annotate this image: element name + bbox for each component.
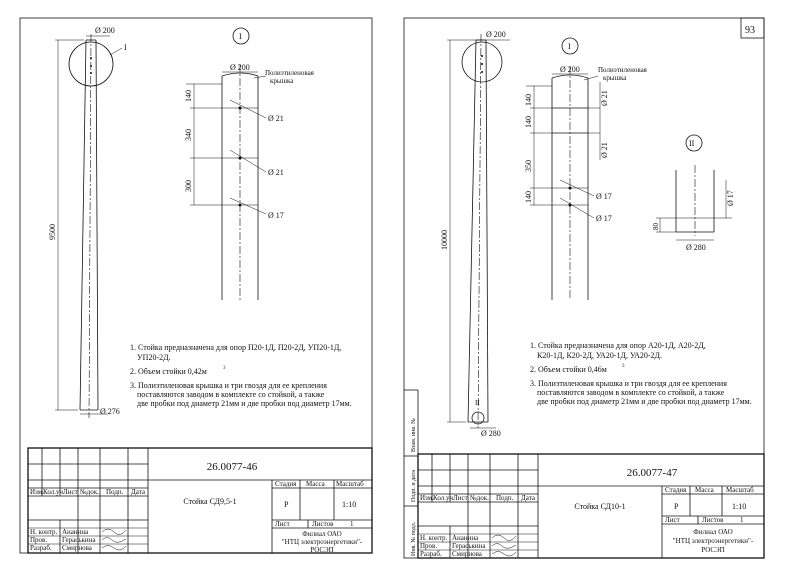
sheets2-label: Листов [702, 516, 724, 524]
detail-2-label: I [568, 42, 571, 51]
hdr2-ndok: №док. [470, 494, 489, 502]
role-3: Разраб. [30, 544, 52, 552]
sheet-1 [20, 18, 372, 554]
signature-2 [102, 538, 126, 543]
org2-1: Филиал ОАО [693, 528, 733, 536]
note-3: 3. Полиэтиленовая крышка и три гвоздя для ее крепления [130, 381, 327, 390]
sheets-value: 1 [350, 520, 354, 528]
hdr-podp: Подп. [106, 488, 124, 496]
hdr-kol: Кол.уч [43, 488, 63, 496]
drawing-title-2: Стойка СД10-1 [574, 502, 626, 511]
stage2-label: Стадия [665, 486, 687, 494]
detail-2-top-diameter: Ø 200 [560, 65, 580, 74]
dim2-140a: 140 [524, 94, 533, 106]
hole-2: Ø 21 [268, 168, 284, 177]
dim2-140c: 140 [524, 191, 533, 203]
stage-value: Р [284, 500, 289, 509]
dim2-350: 350 [524, 160, 533, 172]
sheet2-label: Лист [665, 516, 680, 524]
hdr2-data: Дата [521, 494, 535, 502]
side-label-1: Взам. инв. № [411, 418, 417, 452]
detail-3 [652, 135, 735, 252]
stage-label: Стадия [275, 480, 297, 488]
cap-label-s2-2: крышка [603, 74, 627, 82]
detail-3-hole: Ø 17 [726, 190, 735, 206]
note2-3: 3. Полиэтиленовая крышка и три гвоздя для ее крепления [530, 379, 727, 388]
hdr2-izm: Изм. [420, 494, 434, 502]
org-3: РОСЭП [310, 546, 334, 554]
side-label-3: Инв. № подл. [411, 521, 417, 556]
name2-3: Смирнова [452, 550, 482, 558]
name2-2: Гераськина [452, 542, 486, 550]
scale2-label: Масштаб [726, 486, 754, 494]
dim2-140b: 140 [524, 116, 533, 128]
callout-2-label: II [475, 399, 480, 407]
mass-label: Масса [306, 480, 325, 488]
pole-2-top-diameter: Ø 200 [486, 30, 506, 39]
role2-2: Пров. [420, 542, 438, 550]
hole2-3: Ø 17 [596, 192, 612, 201]
side-stamp [404, 390, 418, 558]
pole-bottom-diameter: Ø 276 [100, 407, 120, 416]
title-block-2 [418, 454, 764, 558]
detail-3-label: II [689, 139, 695, 148]
note2-2: 2. Объем стойки 0,46м [530, 365, 607, 374]
side-label-2: Подп. и дата [411, 469, 417, 502]
scale-value: 1:10 [342, 500, 357, 509]
hdr-izm: Изм. [30, 488, 44, 496]
cap-label: Полиэтиленовая [265, 69, 314, 77]
note2-3b: поставляются заводом в комплекте со стойкой, а также [537, 388, 725, 397]
name-2: Гераськина [62, 536, 96, 544]
name-3: Смирнова [62, 544, 92, 552]
signature-3 [102, 546, 126, 551]
signature-1 [102, 529, 126, 535]
pole-top-diameter: Ø 200 [95, 26, 115, 35]
org2-3: РОСЭП [701, 546, 725, 554]
hdr-ndok: №док. [80, 488, 99, 496]
org-2: "НТЦ электроэнергетики"- [281, 538, 363, 546]
sheet-1-frame [20, 18, 372, 553]
pole-2-length: 10000 [440, 230, 449, 250]
drawing-title-1: Стойка СД9,5-1 [183, 497, 237, 506]
detail-circle-2 [462, 42, 502, 82]
note-1b: УП20-2Д. [137, 353, 171, 362]
cap-label-2: крышка [270, 77, 294, 85]
hole-1: Ø 21 [268, 114, 284, 123]
detail-1-label: I [239, 32, 242, 41]
note-3c: две пробки под диаметр 21мм и две пробки под диаметр 17мм. [137, 399, 352, 408]
hole-3: Ø 17 [268, 211, 284, 220]
detail-1 [184, 28, 315, 300]
sheet-2-frame [404, 18, 764, 558]
page-number: 93 [745, 25, 755, 36]
dim-340: 340 [184, 129, 193, 141]
role-2: Пров. [30, 536, 48, 544]
hdr2-kol: Кол.уч [433, 494, 453, 502]
note-3b: поставляются заводом в комплекте со стойкой, а также [137, 390, 325, 399]
hdr-data: Дата [131, 488, 145, 496]
callout-label: I [124, 43, 127, 52]
notes-1 [130, 343, 352, 408]
detail-3-diameter: Ø 280 [686, 243, 706, 252]
hole2-4: Ø 17 [596, 214, 612, 223]
scale2-value: 1:10 [732, 502, 747, 511]
note-2: 2. Объем стойки 0,42м [130, 367, 207, 376]
detail-3-height: 80 [652, 223, 660, 230]
mass2-label: Масса [695, 486, 714, 494]
hdr-list: Лист [63, 488, 78, 496]
signature2-1 [492, 535, 516, 541]
note-2-sup: 3 [223, 366, 226, 371]
sheet-label: Лист [275, 520, 290, 528]
dim-300: 300 [184, 180, 193, 192]
org2-2: "НТЦ электроэнергетики"- [672, 537, 754, 545]
detail-1-top-diameter: Ø 200 [230, 63, 250, 72]
pole-2-bottom-diameter: Ø 280 [481, 429, 501, 438]
hole2-1: Ø 21 [600, 90, 609, 106]
role2-3: Разраб. [420, 550, 442, 558]
note2-3c: две пробки под диаметр 21мм и две пробки под диаметр 17мм. [537, 397, 752, 406]
sheets-label: Листов [312, 520, 334, 528]
pole-length: 9500 [48, 224, 57, 240]
org-1: Филиал ОАО [302, 530, 342, 538]
note2-1: 1. Стойка предназначена для опор А20-1Д, А20-2Д, [530, 341, 706, 350]
note2-2-sup: 3 [622, 364, 625, 369]
signature2-3 [492, 552, 516, 557]
hdr2-list: Лист [453, 494, 468, 502]
role2-1: Н. контр. [420, 534, 448, 542]
scale-label: Масштаб [336, 480, 364, 488]
cap-label-s2: Полиэтиленовая [598, 66, 647, 74]
hole2-2: Ø 21 [600, 142, 609, 158]
pole-1 [48, 26, 127, 418]
sheets2-value: 1 [740, 516, 744, 524]
title-block-1 [28, 448, 372, 554]
name-1: Ананина [62, 528, 89, 536]
note2-1b: К20-1Д, К20-2Д, УА20-1Д, УА20-2Д. [537, 351, 662, 360]
detail-2 [524, 38, 648, 300]
drawing-code-1: 26.0077-46 [206, 461, 258, 473]
drawing-code-2: 26.0077-47 [626, 467, 678, 479]
sheet-2 [404, 18, 764, 558]
name2-1: Ананина [452, 534, 479, 542]
pole-2 [440, 30, 510, 438]
dim-140: 140 [184, 90, 193, 102]
signature2-2 [492, 544, 516, 549]
stage2-value: Р [674, 502, 679, 511]
notes-2 [530, 341, 752, 406]
role-1: Н. контр. [30, 528, 58, 536]
hdr2-podp: Подп. [496, 494, 514, 502]
note-1: 1. Стойка предназначена для опор П20-1Д, П20-2Д, УП20-1Д, [130, 343, 342, 352]
